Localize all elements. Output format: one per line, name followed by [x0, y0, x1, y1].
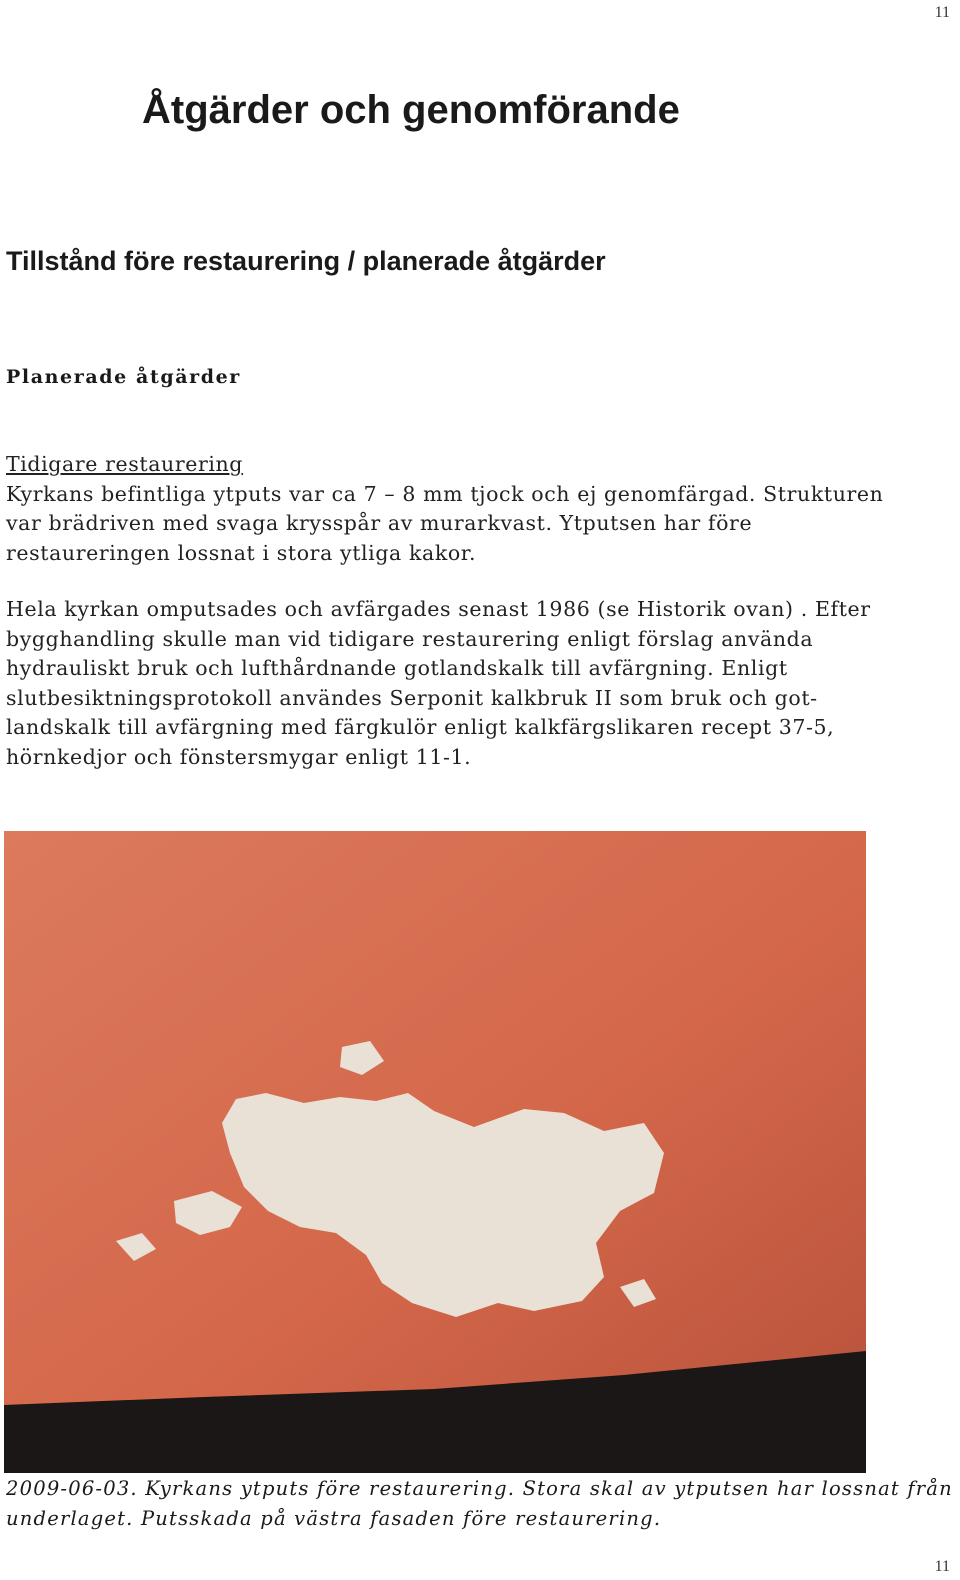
paragraph-line: var brädriven med svaga krysspår av murarkvast. Ytputsen har före: [6, 511, 753, 535]
paragraph-line: landskalk till avfärgning med färgkulör enligt kalkfärgslikaren recept 37-5,: [6, 715, 835, 739]
paragraph-line: hydrauliskt bruk och lufthårdnande gotlandskalk till avfärgning. Enligt: [6, 656, 788, 680]
paragraph-line: hörnkedjor och fönstersmygar enligt 11-1.: [6, 744, 472, 769]
paragraph-line: restaureringen lossnat i stora ytliga kakor.: [6, 540, 477, 565]
page-title: Åtgärder och genomförande: [142, 88, 680, 132]
section-title: Tillstånd före restaurering / planerade åtgärder: [6, 246, 606, 276]
facade-damage-photo: [4, 831, 866, 1473]
caption-line: 2009-06-03. Kyrkans ytputs före restaurering. Stora skal av ytputsen har lossnat från: [6, 1477, 953, 1500]
paragraph-prior-restoration: [6, 450, 906, 568]
paragraph-line: Kyrkans befintliga ytputs var ca 7 – 8 mm tjock och ej genomfärgad. Strukturen: [6, 481, 884, 506]
paragraph-line: bygghandling skulle man vid tidigare restaurering enligt förslag använda: [6, 626, 814, 651]
page-number-top: 11: [934, 4, 950, 21]
figure-caption: [6, 1474, 956, 1534]
paragraph-history: [6, 595, 906, 772]
paragraph-line: Hela kyrkan omputsades och avfärgades senast 1986 (se Historik ovan) . Efter: [6, 597, 871, 621]
prior-restoration-label: Tidigare restaurering: [6, 452, 244, 476]
paragraph-line: slutbesiktningsprotokoll användes Serponit kalkbruk II som bruk och got-: [6, 685, 818, 710]
sub-heading: Planerade åtgärder: [6, 366, 241, 388]
page-number-bottom: 11: [934, 1558, 950, 1575]
caption-line: underlaget. Putsskada på västra fasaden före restaurering.: [6, 1507, 662, 1530]
